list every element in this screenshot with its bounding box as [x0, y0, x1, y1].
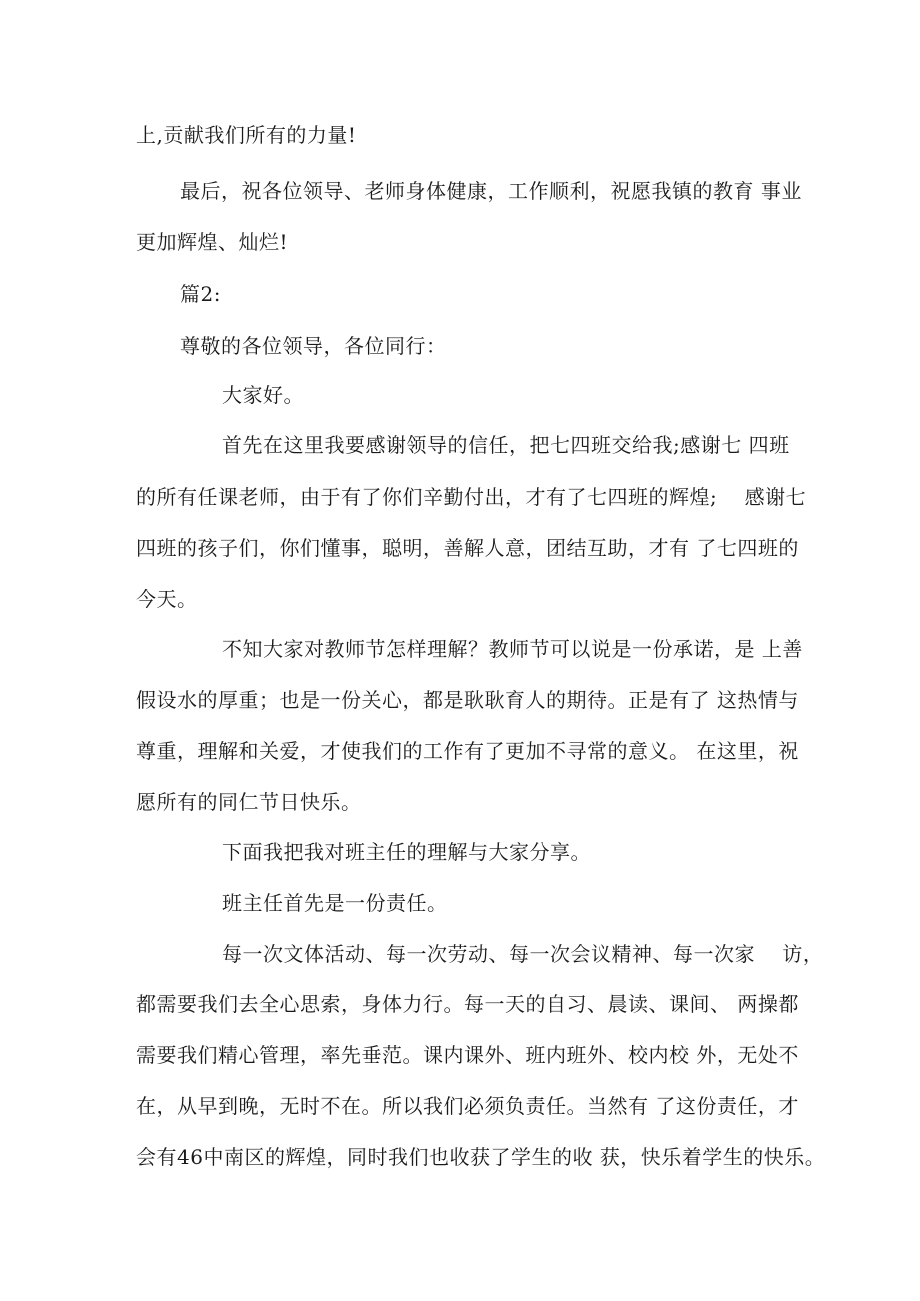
- salutation: 尊敬的各位领导，各位同行：: [180, 334, 447, 358]
- text-line: 会有46中南区的辉煌，同时我们也收获了学生的收 获，快乐着学生的快乐。: [136, 1145, 826, 1169]
- text-line: 班主任首先是一份责任。: [222, 891, 448, 915]
- text-line: 上,贡献我们所有的力量!: [136, 123, 357, 147]
- text-line: 下面我把我对班主任的理解与大家分享。: [222, 840, 591, 864]
- text-line: 的所有任课老师，由于有了你们辛勤付出，才有了七四班的辉煌; 感谢七: [136, 485, 807, 509]
- text-line: 都需要我们去全心思索，身体力行。每一天的自习、晨读、课间、 两操都: [136, 992, 799, 1016]
- greeting: 大家好。: [222, 383, 304, 407]
- text-line: 每一次文体活动、每一次劳动、每一次会议精神、每一次家 访，: [222, 942, 824, 966]
- text-line: 四班的孩子们，你们懂事，聪明，善解人意，团结互助，才有 了七四班的: [136, 536, 799, 560]
- text-line: 尊重，理解和关爱，才使我们的工作有了更加不寻常的意义。 在这里，祝: [136, 739, 799, 763]
- text-line: 不知大家对教师节怎样理解？教师节可以说是一份承诺，是 上善: [222, 637, 803, 661]
- text-line: 需要我们精心管理，率先垂范。课内课外、班内班外、校内校 外，无处不: [136, 1043, 799, 1067]
- text-line: 首先在这里我要感谢领导的信任，把七四班交给我;感谢七 四班: [222, 433, 790, 457]
- text-line: 假设水的厚重；也是一份关心，都是耿耿育人的期待。正是有了 这热情与: [136, 688, 799, 712]
- text-line: 最后，祝各位领导、老师身体健康，工作顺利，祝愿我镇的教育 事业: [180, 179, 802, 203]
- text-line: 在，从早到晚，无时不在。所以我们必须负责任。当然有 了这份责任，才: [136, 1094, 799, 1118]
- section-heading: 篇2:: [180, 282, 221, 306]
- text-line: 愿所有的同仁节日快乐。: [136, 790, 362, 814]
- text-line: 更加辉煌、灿烂!: [136, 230, 289, 254]
- text-line: 今天。: [136, 587, 198, 611]
